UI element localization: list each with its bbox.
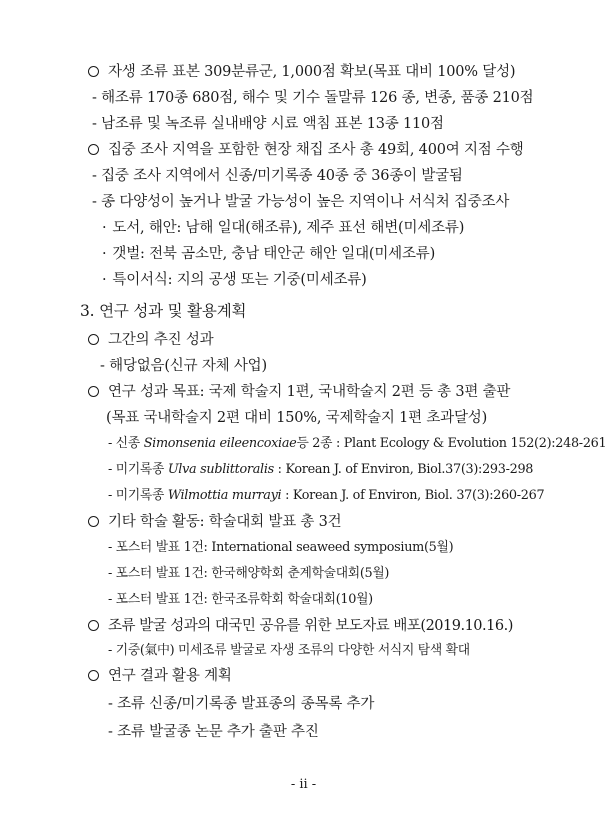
line-survey bbox=[88, 140, 524, 160]
text-islands: 도서, 해안: 남해 일대(해조류), 제주 표선 해변(미세조류) bbox=[112, 220, 465, 236]
pub-item: - 신종 Simonsenia eileencoxiae등 2종 : Plant Ecology & Evolution 152(2):248-261 bbox=[108, 436, 607, 451]
plan-item: - 조류 신종/미기록종 발표종의 종목록 추가 bbox=[108, 696, 375, 712]
line-specimens bbox=[88, 62, 515, 82]
pub-item: - 미기록종 Wilmottia murrayi : Korean J. of Environ, Biol. 37(3):260-267 bbox=[108, 488, 545, 503]
line-tidal bbox=[102, 244, 435, 264]
text-special: 특이서식: 지의 공생 또는 기중(미세조류) bbox=[112, 272, 367, 288]
line-special bbox=[102, 270, 367, 290]
pub-item: - 미기록종 Ulva sublittoralis : Korean J. of Environ, Biol.37(3):293-298 bbox=[108, 462, 534, 477]
poster-item: - 포스터 발표 1건: 한국해양학회 춘계학술대회(5월) bbox=[108, 566, 390, 581]
species-name: Wilmottia murrayi bbox=[167, 488, 282, 503]
circle-bullet-icon bbox=[88, 334, 99, 345]
text-tidal: 갯벌: 전북 곰소만, 충남 태안군 해안 일대(미세조류) bbox=[112, 246, 436, 262]
dot-bullet-icon: · bbox=[102, 272, 107, 288]
circle-bullet-icon bbox=[88, 144, 99, 155]
line-islands bbox=[102, 218, 464, 238]
line-diversity: - 종 다양성이 높거나 발굴 가능성이 높은 지역이나 서식처 집중조사 bbox=[92, 194, 510, 210]
circle-bullet-icon bbox=[88, 670, 99, 681]
line-cyano: - 남조류 및 녹조류 실내배양 시료 액침 표본 13종 110점 bbox=[92, 116, 444, 132]
page-number: - ii - bbox=[290, 777, 317, 792]
circle-bullet-icon bbox=[88, 386, 99, 397]
text-survey: 집중 조사 지역을 포함한 현장 채집 조사 총 49회, 400여 지점 수행 bbox=[108, 142, 524, 158]
text-specimens: 자생 조류 표본 309분류군, 1,000점 확보(목표 대비 100% 달성) bbox=[108, 64, 516, 80]
line-none: - 해당없음(신규 자체 사업) bbox=[100, 358, 267, 374]
text-plan: 연구 결과 활용 계획 bbox=[108, 668, 232, 684]
poster-item: - 포스터 발표 1건: International seaweed symposium(5월) bbox=[108, 540, 454, 555]
circle-bullet-icon bbox=[88, 516, 99, 527]
line-activities bbox=[88, 512, 341, 532]
line-press bbox=[88, 616, 513, 636]
text-progress: 그간의 추진 성과 bbox=[108, 332, 214, 348]
line-seaweed: - 해조류 170종 680점, 해수 및 기수 돌말류 126 종, 변종, 품종 210점 bbox=[92, 90, 534, 106]
dot-bullet-icon: · bbox=[102, 246, 107, 262]
line-new-species: - 집중 조사 지역에서 신종/미기록종 40종 중 36종이 발굴됨 bbox=[92, 168, 463, 184]
poster-item: - 포스터 발표 1건: 한국조류학회 학술대회(10월) bbox=[108, 592, 373, 607]
text-activities: 기타 학술 활동: 학술대회 발표 총 3건 bbox=[108, 514, 342, 530]
circle-bullet-icon bbox=[88, 620, 99, 631]
line-goal-cont: (목표 국내학술지 2편 대비 150%, 국제학술지 1편 초과달성) bbox=[106, 410, 488, 426]
species-name: Simonsenia eileencoxiae bbox=[143, 436, 297, 451]
line-airborne: - 기중(氣中) 미세조류 발굴로 자생 조류의 다양한 서식지 탐색 확대 bbox=[108, 643, 470, 658]
dot-bullet-icon: · bbox=[102, 220, 107, 236]
section-heading: 3. 연구 성과 및 활용계획 bbox=[80, 302, 247, 320]
circle-bullet-icon bbox=[88, 66, 99, 77]
line-progress bbox=[88, 330, 213, 350]
line-goal bbox=[88, 382, 510, 402]
plan-item: - 조류 발굴종 논문 추가 출판 추진 bbox=[108, 724, 319, 740]
text-press: 조류 발굴 성과의 대국민 공유를 위한 보도자료 배포(2019.10.16.) bbox=[108, 618, 513, 634]
species-name: Ulva sublittoralis bbox=[167, 462, 274, 477]
line-plan bbox=[88, 666, 232, 686]
text-goal: 연구 성과 목표: 국제 학술지 1편, 국내학술지 2편 등 총 3편 출판 bbox=[108, 384, 511, 400]
